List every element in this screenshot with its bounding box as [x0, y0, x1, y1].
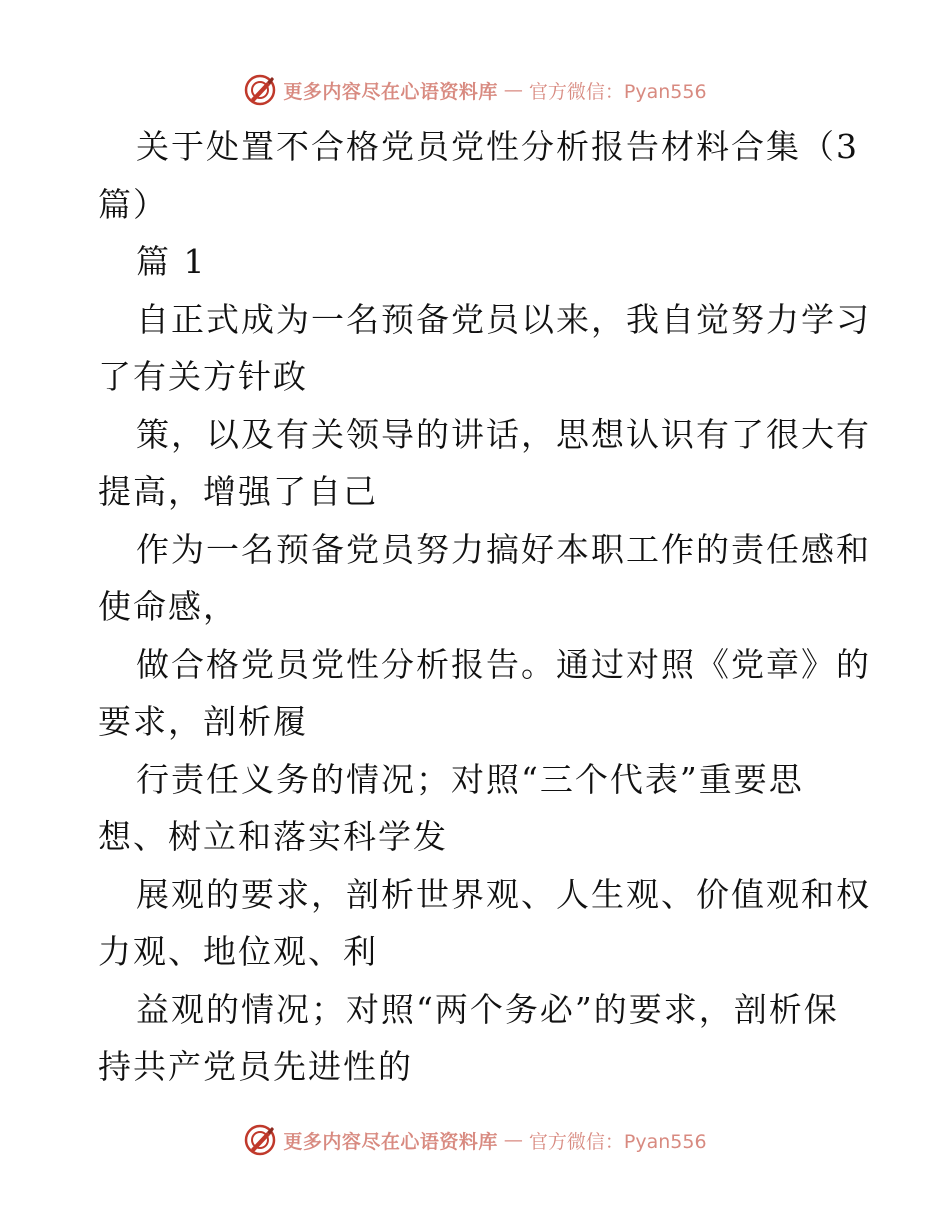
footer-watermark	[0, 1120, 950, 1160]
paragraph-line: 持共产党员先进性的	[98, 1047, 413, 1086]
paragraph-line: 策，以及有关领导的讲话，思想认识有了很大有	[136, 414, 871, 454]
header-wechat-text: 官方微信：Pyan556	[528, 80, 707, 103]
paragraph-line: 做合格党员党性分析报告。通过对照《党章》的	[136, 644, 871, 684]
brand-logo-icon	[243, 1123, 277, 1157]
paragraph-line: 作为一名预备党员努力搞好本职工作的责任感和	[136, 529, 871, 569]
paragraph-line: 展观的要求，剖析世界观、人生观、价值观和权	[136, 874, 871, 914]
document-body	[98, 118, 871, 1096]
header-separator: —	[503, 79, 523, 101]
section-heading: 篇 1	[136, 242, 207, 281]
paragraph-line: 行责任义务的情况；对照“三个代表”重要思	[136, 759, 804, 799]
header-watermark	[0, 70, 950, 110]
brand-logo-icon	[243, 73, 277, 107]
document-title-line-2: 篇）	[98, 184, 168, 224]
paragraph-line: 了有关方针政	[98, 357, 308, 396]
paragraph-line: 使命感，	[98, 587, 238, 626]
footer-brand-text: 更多内容尽在心语资料库	[283, 1130, 498, 1153]
paragraph-line: 力观、地位观、利	[98, 932, 378, 971]
paragraph-line: 自正式成为一名预备党员以来，我自觉努力学习	[136, 299, 871, 339]
paragraph-line: 想、树立和落实科学发	[98, 817, 448, 856]
document-title-line-1: 关于处置不合格党员党性分析报告材料合集（3	[136, 127, 859, 166]
header-brand-text: 更多内容尽在心语资料库	[283, 80, 498, 103]
footer-wechat-text: 官方微信：Pyan556	[528, 1130, 707, 1153]
footer-separator: —	[503, 1129, 523, 1151]
paragraph-line: 要求，剖析履	[98, 702, 308, 741]
paragraph-line: 提高，增强了自己	[98, 472, 378, 511]
paragraph-line: 益观的情况；对照“两个务必”的要求，剖析保	[136, 989, 839, 1029]
